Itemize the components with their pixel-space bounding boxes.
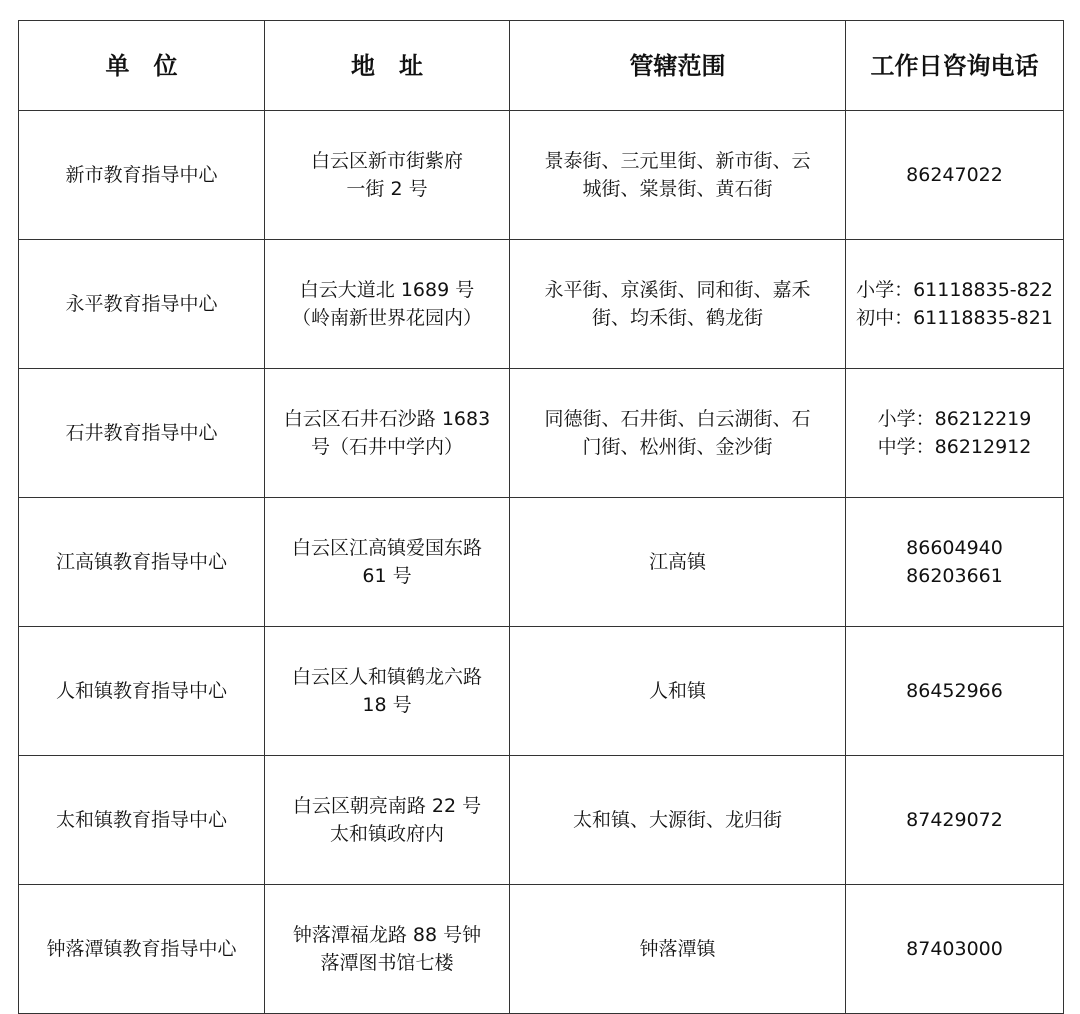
cell-address — [265, 240, 510, 369]
cell-scope — [510, 885, 846, 1014]
cell-scope — [510, 756, 846, 885]
cell-scope — [510, 627, 846, 756]
phone-line: 初中：61118835-821 — [856, 307, 1053, 329]
table-row — [19, 756, 1064, 885]
cell-unit: 永平教育指导中心 — [19, 240, 265, 369]
phone-line: 小学：86212219 — [877, 408, 1032, 430]
scope-line: 门街、松州街、金沙街 — [582, 436, 773, 458]
phone-line: 87403000 — [906, 938, 1003, 960]
scope-line: 街、均禾街、鹤龙街 — [591, 307, 763, 329]
cell-scope — [510, 498, 846, 627]
phone-line: 中学：86212912 — [877, 436, 1032, 458]
scope-line: 钟落潭镇 — [639, 938, 716, 960]
phone-line: 86604940 — [906, 537, 1003, 559]
address-line: 太和镇政府内 — [329, 823, 444, 845]
address-line: 号（石井中学内） — [310, 436, 463, 458]
cell-address — [265, 756, 510, 885]
table-row — [19, 885, 1064, 1014]
phone-line: 87429072 — [906, 809, 1003, 831]
header-scope: 管辖范围 — [510, 21, 846, 111]
document-page — [18, 20, 1064, 1014]
cell-address — [265, 498, 510, 627]
cell-unit: 新市教育指导中心 — [19, 111, 265, 240]
table-row — [19, 498, 1064, 627]
header-unit: 单 位 — [19, 21, 265, 111]
cell-unit: 钟落潭镇教育指导中心 — [19, 885, 265, 1014]
address-line: 钟落潭福龙路 88 号钟 — [292, 924, 482, 946]
cell-phone — [846, 240, 1064, 369]
cell-scope — [510, 369, 846, 498]
address-line: 白云区石井石沙路 1683 — [283, 408, 491, 430]
address-line: 白云区人和镇鹤龙六路 — [291, 666, 482, 688]
cell-phone — [846, 756, 1064, 885]
scope-line: 太和镇、大源街、龙归街 — [572, 809, 782, 831]
address-line: （岭南新世界花园内） — [291, 307, 482, 329]
address-line: 18 号 — [362, 694, 412, 716]
cell-phone — [846, 885, 1064, 1014]
cell-address — [265, 369, 510, 498]
cell-unit: 太和镇教育指导中心 — [19, 756, 265, 885]
address-line: 白云区朝亮南路 22 号 — [292, 795, 482, 817]
cell-address — [265, 111, 510, 240]
address-line: 白云大道北 1689 号 — [299, 279, 475, 301]
cell-scope — [510, 111, 846, 240]
cell-address — [265, 627, 510, 756]
phone-line: 86203661 — [906, 565, 1003, 587]
cell-phone — [846, 627, 1064, 756]
address-line: 落潭图书馆七楼 — [320, 952, 454, 974]
cell-phone — [846, 369, 1064, 498]
cell-phone — [846, 498, 1064, 627]
header-phone: 工作日咨询电话 — [846, 21, 1064, 111]
table-row — [19, 369, 1064, 498]
cell-unit: 人和镇教育指导中心 — [19, 627, 265, 756]
phone-line: 小学：61118835-822 — [856, 279, 1053, 301]
table-row — [19, 627, 1064, 756]
table-row — [19, 240, 1064, 369]
cell-scope — [510, 240, 846, 369]
table-row — [19, 111, 1064, 240]
cell-phone — [846, 111, 1064, 240]
education-centers-table — [18, 20, 1064, 1014]
address-line: 一街 2 号 — [346, 178, 428, 200]
address-line: 61 号 — [362, 565, 412, 587]
phone-line: 86247022 — [906, 164, 1003, 186]
cell-address — [265, 885, 510, 1014]
cell-unit: 石井教育指导中心 — [19, 369, 265, 498]
phone-line: 86452966 — [906, 680, 1003, 702]
cell-unit: 江高镇教育指导中心 — [19, 498, 265, 627]
header-address: 地 址 — [265, 21, 510, 111]
scope-line: 人和镇 — [648, 680, 706, 702]
address-line: 白云区江高镇爱国东路 — [291, 537, 482, 559]
scope-line: 江高镇 — [648, 551, 706, 573]
address-line: 白云区新市街紫府 — [310, 150, 463, 172]
scope-line: 城街、棠景街、黄石街 — [582, 178, 773, 200]
table-header-row — [19, 21, 1064, 111]
scope-line: 同德街、石井街、白云湖街、石 — [544, 408, 811, 430]
scope-line: 景泰街、三元里街、新市街、云 — [544, 150, 811, 172]
scope-line: 永平街、京溪街、同和街、嘉禾 — [544, 279, 811, 301]
